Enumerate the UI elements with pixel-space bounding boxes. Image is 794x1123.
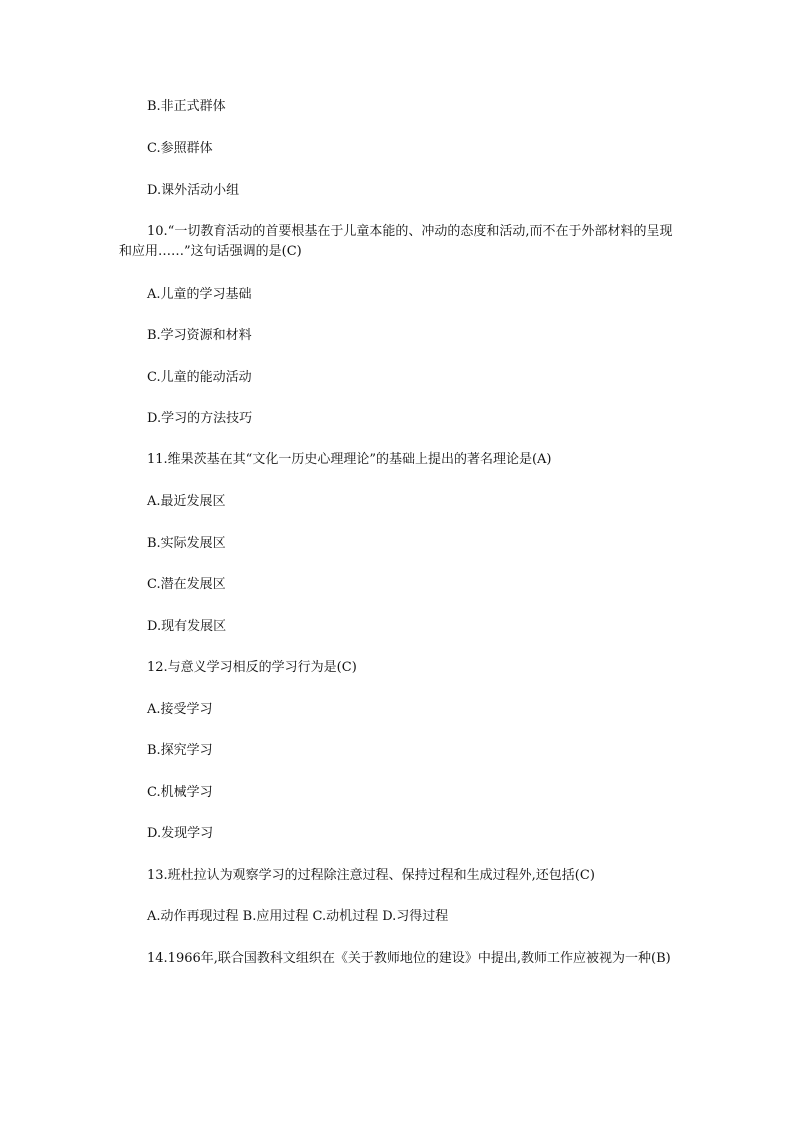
question-13: 13.班杜拉认为观察学习的过程除注意过程、保持过程和生成过程外,还包括(C) <box>147 868 595 883</box>
option-a-learning-foundation: A.儿童的学习基础 <box>147 287 252 302</box>
option-c-rote-learning: C.机械学习 <box>147 785 213 800</box>
question-10: 10.“一切教育活动的首要根基在于儿童本能的、冲动的态度和活动,而不在于外部材料的呈现和应用……”这句话强调的是(C) <box>119 224 673 259</box>
question-14: 14.1966年,联合国教科文组织在《关于教师地位的建设》中提出,教师工作应被视为一种(B) <box>147 951 671 966</box>
option-c-reference-group: C.参照群体 <box>147 141 213 156</box>
option-b-inquiry-learning: B.探究学习 <box>147 743 213 758</box>
question-11: 11.维果茨基在其“文化一历史心理理论”的基础上提出的著名理论是(A) <box>147 452 552 467</box>
option-b-informal-group: B.非正式群体 <box>147 99 226 114</box>
option-d-extracurricular-group: D.课外活动小组 <box>147 183 240 198</box>
option-d-current-zone: D.现有发展区 <box>147 619 227 634</box>
option-c-active-activity: C.儿童的能动活动 <box>147 370 252 385</box>
question-12: 12.与意义学习相反的学习行为是(C) <box>147 660 357 675</box>
option-c-potential-zone: C.潜在发展区 <box>147 577 226 592</box>
option-a-zone-proximal: A.最近发展区 <box>147 494 226 509</box>
option-d-learning-methods: D.学习的方法技巧 <box>147 411 253 426</box>
option-b-learning-resources: B.学习资源和材料 <box>147 328 252 343</box>
option-b-actual-zone: B.实际发展区 <box>147 536 226 551</box>
option-d-discovery-learning: D.发现学习 <box>147 826 214 841</box>
option-a-receptive-learning: A.接受学习 <box>147 702 213 717</box>
question-13-options: A.动作再现过程 B.应用过程 C.动机过程 D.习得过程 <box>147 909 449 924</box>
